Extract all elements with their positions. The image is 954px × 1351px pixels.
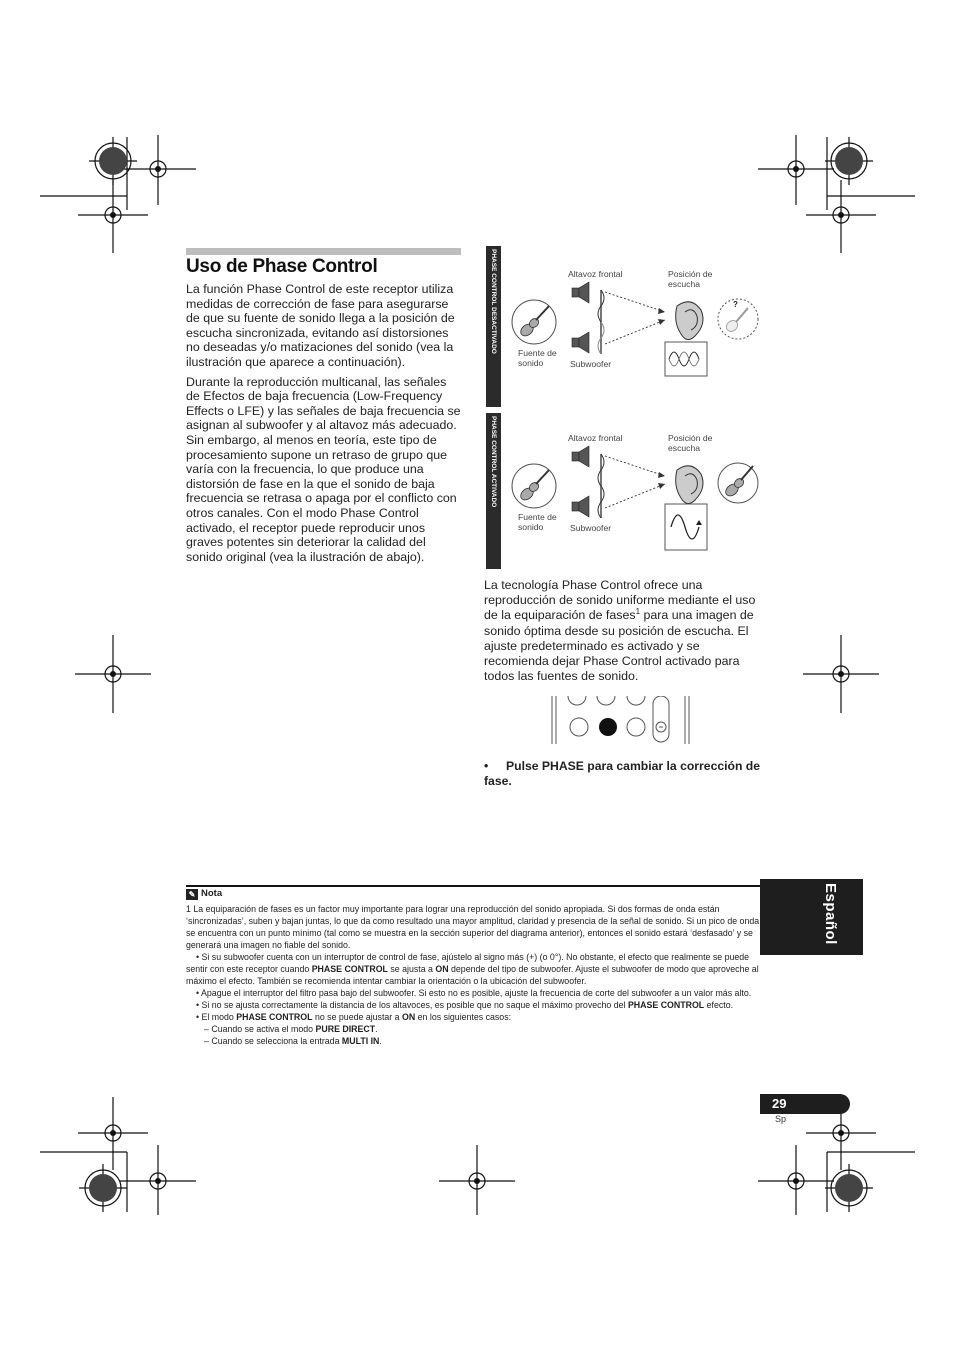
page-language-code: Sp [775,1114,787,1124]
ear-icon [676,466,703,504]
instruction-bullet [484,759,760,789]
remote-button [570,718,588,736]
tab-phase-control-on-label: PHASE CONTROL ACTIVADO [490,416,497,508]
section-title: Uso de Phase Control [186,256,378,277]
waveform-box-off [665,342,707,376]
note-heading [186,888,222,900]
note-3: • Apague el interruptor del filtro pasa bajo del subwoofer. Si esto no es posible, ajuste la frecuencia de corte del subwoofer a un valor más alto. [196,988,752,998]
question-mark: ? [733,300,738,309]
tab-phase-control-off [486,246,501,407]
paragraph-phase-technology-b: para una imagen de sonido óptima desde su posición de escucha. El ajuste predeterminado es activado y se recomienda dejar Phase Control activado para todos las fuentes de sonido. [484,608,754,684]
language-tab-label: Español [822,883,839,945]
phantom-guitar-icon [724,308,748,334]
remote-button [627,718,645,736]
note-title-text: Nota [201,888,223,899]
remote-control-illustration [548,696,694,748]
note-6: – Cuando se activa el modo PURE DIRECT. [204,1024,378,1034]
label-source-bottom: Fuente de sonido [518,512,557,532]
paragraph-intro: La función Phase Control de este receptor utiliza medidas de corrección de fase para asegurarse de que su fuente de sonido llega a la posición de escucha sincronizada, evitando así distorsiones no deseadas y/o matizaciones del sonido (vea la ilustración que aparece a continuación). [186,282,455,369]
tab-phase-control-on [486,413,501,569]
guitar-icon-listener [723,466,753,498]
paragraph-phase-technology [484,578,760,684]
guitar-icon [518,470,549,502]
label-front-speaker-top: Altavoz frontal [568,269,623,279]
label-front-speaker-bottom: Altavoz frontal [568,433,623,443]
footnote-ref-1: 1 [635,607,641,617]
paragraph-multichannel: Durante la reproducción multicanal, las señales de Efectos de baja frecuencia (Low-Frequency Effects o LFE) y las señales de baja frecuencia se asignan al subwoofer y al altavoz más adecuado. Sin embargo, al menos en teoría, este tipo de procesamiento supone un retraso de grupo que varía con la frecuencia, lo que produce una distorsión de fase en la que el sonido de baja frecuencia se retrasa o apaga por el conflicto con otros canales. Con el modo Phase Control activado, el receptor puede reproducir unos graves potentes sin deteriorar la calidad del sonido original (vea la ilustración de abajo). [186,374,461,564]
label-subwoofer-top: Subwoofer [570,359,612,369]
label-listening-position-top: Posición de escucha [668,269,713,289]
page-number: 29 [760,1094,850,1114]
phase-button-highlight [599,718,617,736]
subwoofer-icon [572,332,589,353]
label-subwoofer-bottom: Subwoofer [570,523,612,533]
notes-body [186,903,760,1047]
subwoofer-icon [572,496,589,517]
tab-phase-control-off-label: PHASE CONTROL DESACTIVADO [490,249,497,354]
note-divider [186,885,760,887]
note-4: • Si no se ajusta correctamente la distancia de los altavoces, es posible que no saque el máximo provecho del PHASE CONTROL efecto. [196,1000,734,1010]
front-speaker-icon [572,282,589,303]
paragraph-phase-technology-a: La tecnología Phase Control ofrece una reproducción de sonido uniforme mediante el uso de la equiparación de fases [484,578,756,623]
label-source-top: Fuente de sonido [518,348,557,368]
note-2: • Si su subwoofer cuenta con un interruptor de control de fase, ajústelo al signo más (+) (o 0°). No obstante, el efecto que realmente se puede sentir con este receptor cuando PHASE CONTROL se ajusta a ON depende del tipo de subwoofer. Ajuste el subwoofer de modo que aproveche al máximo el efecto. También se recomienda intentar cambiar la orientación o la ubicación del subwoofer. [186,952,759,986]
note-7: – Cuando se selecciona la entrada MULTI IN. [204,1036,382,1046]
section-title-bar [186,248,461,255]
ear-icon [676,302,703,340]
front-speaker-icon [572,446,589,467]
note-5: • El modo PHASE CONTROL no se puede ajustar a ON en los siguientes casos: [196,1012,512,1022]
bullet-marker: • [484,759,489,773]
label-listening-position-bottom: Posición de escucha [668,433,713,453]
left-column [186,282,461,569]
pencil-icon: ✎ [186,889,198,900]
instruction-text: Pulse PHASE para cambiar la corrección de fase. [484,759,761,788]
note-1: 1 La equiparación de fases es un factor muy importante para lograr una reproducción del sonido apropiada. Si dos formas de onda están ‘sincronizadas’, suben y bajan juntas, lo que da como resultado una mayor amplitud, claridad y presencia de la señal de sonido. Si un pico de onda se encuentra con un punto mínimo (tal como se muestra en la sección superior del diagrama anterior), entonces el sonido estará ‘desfasado’ y se generará una imagen no fiable del sonido. [186,904,760,950]
language-tab [760,879,863,955]
guitar-icon [518,306,549,338]
